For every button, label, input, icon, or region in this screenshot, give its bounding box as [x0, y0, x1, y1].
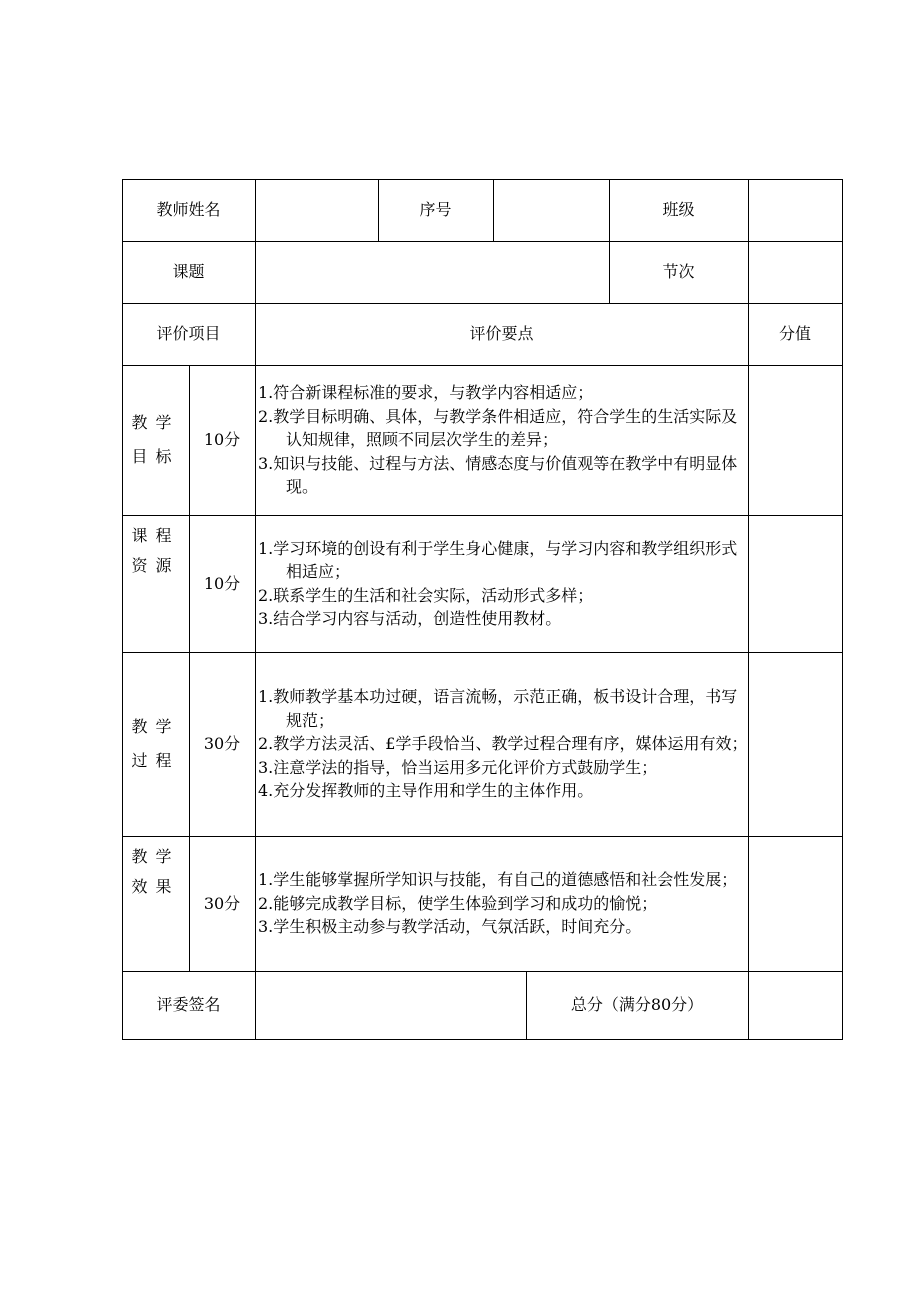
max-score: 10分 [203, 430, 241, 449]
category-line: 过程 [131, 751, 180, 770]
item-header: 评价项目 [156, 324, 221, 343]
teacher-name-field[interactable] [255, 179, 378, 241]
score-header: 分值 [778, 324, 811, 343]
serial-field[interactable] [493, 179, 609, 241]
class-field[interactable] [748, 179, 842, 241]
evaluation-form [122, 179, 843, 1040]
evaluation-points [255, 836, 748, 971]
point-item: 1.符合新课程标准的要求，与教学内容相适应； [258, 383, 594, 403]
points-header: 评价要点 [469, 324, 534, 343]
topic-field[interactable] [255, 241, 609, 303]
point-item: 2.能够完成教学目标，使学生体验到学习和成功的愉悦； [258, 893, 658, 913]
point-item: 4.充分发挥教师的主导作用和学生的主体作用。 [258, 781, 594, 801]
category-line: 教学 [131, 847, 180, 866]
category-label [122, 515, 189, 652]
point-item: 1.教师教学基本功过硬，语言流畅，示范正确，板书设计合理，书写规范； [258, 687, 738, 730]
category-line: 资源 [131, 556, 180, 575]
max-score: 10分 [203, 573, 241, 593]
topic-label: 课题 [172, 262, 205, 281]
period-field[interactable] [748, 241, 842, 303]
teacher-name-label: 教师姓名 [156, 200, 221, 219]
table-border [122, 1039, 843, 1040]
category-label [122, 652, 189, 836]
judge-sign-label: 评委签名 [156, 995, 221, 1014]
judge-sign-field[interactable] [255, 971, 526, 1039]
point-item: 3.注意学法的指导，恰当运用多元化评价方式鼓励学生； [258, 757, 658, 777]
evaluation-points [255, 365, 748, 515]
point-item: 2.联系学生的生活和社会实际，活动形式多样； [258, 585, 594, 605]
point-item: 3.学生积极主动参与教学活动，气氛活跃，时间充分。 [258, 917, 642, 937]
class-label: 班级 [662, 200, 695, 219]
evaluation-points [255, 652, 748, 836]
point-item: 2.教学目标明确、具体，与教学条件相适应，符合学生的生活实际及认知规律，照顾不同层次学生的差异； [258, 406, 738, 450]
point-item: 2.教学方法灵活、£学手段恰当、教学过程合理有序，媒体运用有效； [258, 734, 748, 754]
score-field[interactable] [748, 365, 842, 515]
category-line: 课程 [131, 526, 180, 545]
score-field[interactable] [748, 515, 842, 652]
score-field[interactable] [748, 836, 842, 971]
max-score: 30分 [203, 734, 241, 753]
total-score-field[interactable] [748, 971, 842, 1039]
total-score-label: 总分（满分80分） [570, 995, 704, 1014]
point-item: 1.学生能够掌握所学知识与技能，有自己的道德感悟和社会性发展； [258, 870, 738, 890]
evaluation-points [255, 515, 748, 652]
category-line: 效果 [131, 877, 180, 896]
point-item: 3.知识与技能、过程与方法、情感态度与价值观等在教学中有明显体现。 [258, 453, 738, 497]
category-line: 目标 [131, 447, 180, 466]
point-item: 1.学习环境的创设有利于学生身心健康，与学习内容和教学组织形式相适应； [258, 538, 738, 581]
period-label: 节次 [662, 262, 695, 281]
category-line: 教学 [131, 413, 180, 432]
category-line: 教学 [131, 717, 180, 736]
category-label [122, 365, 189, 515]
table-border [842, 179, 843, 1040]
max-score: 30分 [203, 893, 241, 913]
score-field[interactable] [748, 652, 842, 836]
point-item: 3.结合学习内容与活动，创造性使用教材。 [258, 609, 562, 628]
serial-label: 序号 [419, 200, 452, 219]
category-label [122, 836, 189, 971]
